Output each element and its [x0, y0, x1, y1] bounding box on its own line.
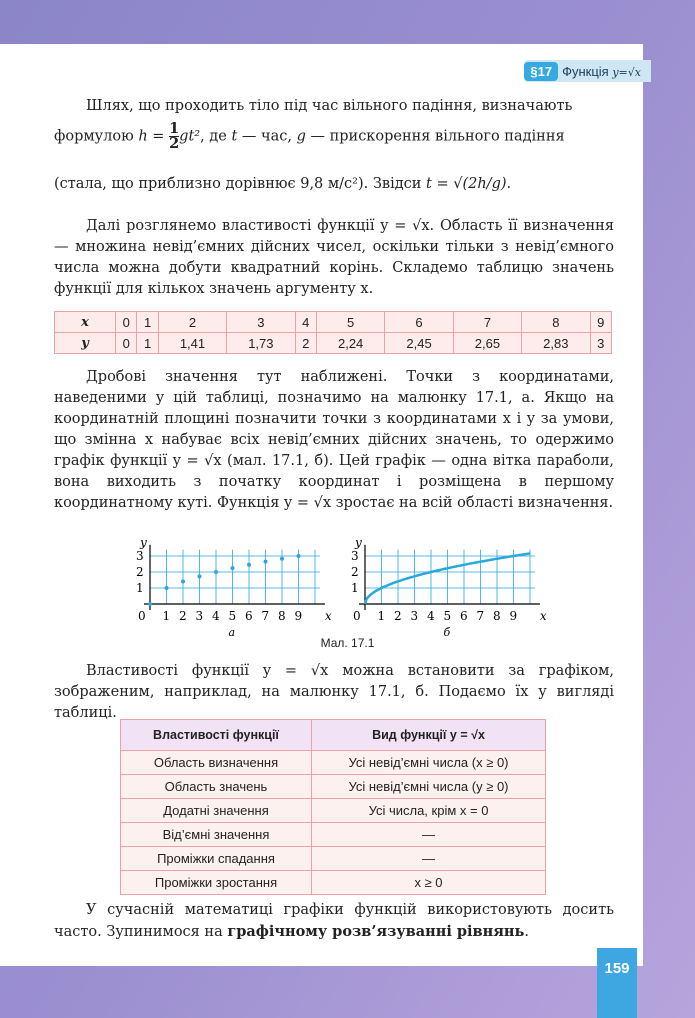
property-name: Проміжки спадання: [121, 847, 312, 871]
y-tick-label: 3: [136, 549, 144, 563]
value-table-cell: 0: [116, 333, 137, 354]
properties-row: [121, 823, 546, 847]
property-name: Область значень: [121, 775, 312, 799]
x-tick-label: 2: [179, 609, 187, 623]
data-point: [148, 602, 152, 606]
data-point: [181, 579, 185, 583]
properties-row: [121, 799, 546, 823]
paragraph-5: У сучасній математиці графіки функцій використовують досить часто. Зупинимося на графічному розв’язуванні рівнянь.: [54, 902, 614, 940]
x-tick-label: 1: [377, 609, 386, 623]
value-table-cell: 1: [137, 312, 158, 333]
property-value: Усі числа, крім x = 0: [312, 799, 546, 823]
data-point: [264, 560, 268, 564]
value-table-cell: 3: [227, 312, 295, 333]
value-table-cell: 2,24: [316, 333, 384, 354]
property-value: Усі невід’ємні числа (y ≥ 0): [312, 775, 546, 799]
value-table-cell: 2: [158, 312, 226, 333]
property-value: —: [312, 823, 546, 847]
property-name: Область визначення: [121, 751, 312, 775]
data-point: [280, 557, 284, 561]
value-table: [54, 311, 612, 354]
data-point: [247, 563, 251, 567]
y-tick-label: 3: [351, 549, 359, 563]
properties-row: [121, 871, 546, 895]
x-tick-label: 8: [493, 609, 501, 623]
properties-header-left: Властивості функції: [121, 720, 312, 751]
section-formula: y=√x: [612, 65, 641, 79]
x-tick-label: 7: [476, 609, 485, 623]
value-table-cell: 5: [316, 312, 384, 333]
x-tick-label: 5: [228, 609, 237, 623]
data-point: [297, 554, 301, 558]
y-axis-label: y: [140, 535, 147, 550]
properties-row: [121, 847, 546, 871]
paragraph-3: Дробові значення тут наближені. Точки з координатами, наведеними у цій таблиці, позначимо на малюнку 17.1, а. Якщо на координатній площині позначити точки з координатами x і y за умови, що змінна x набуває всіх невід’ємних дійсних значень, то одержимо графік функції y = √x (мал. 17.1, б). Цей графік — одна вітка параболи, вона виходить з початку координат і розміщена в першому координатному куті. Функція y = √x зростає на всій області визначення.: [54, 369, 614, 511]
paragraph-4: Властивості функції y = √x можна встановити за графіком, зображеним, наприклад, на малюнку 17.1, б. Подаємо їх у вигляді таблиці.: [54, 663, 614, 721]
x-tick-label: 7: [261, 609, 270, 623]
x-tick-label: 4: [212, 609, 220, 623]
x-tick-label: 1: [162, 609, 171, 623]
x-tick-label: 4: [427, 609, 435, 623]
value-table-cell: 3: [590, 333, 611, 354]
graph-label: б: [443, 626, 451, 638]
section-number: §17: [524, 62, 558, 81]
section-header: [524, 60, 651, 82]
value-table-cell: 7: [453, 312, 521, 333]
y-tick-label: 1: [351, 581, 359, 595]
graph-b: [337, 518, 552, 638]
x-tick-label: 6: [460, 609, 468, 623]
property-value: —: [312, 847, 546, 871]
properties-header-right: Вид функції y = √x: [312, 720, 546, 751]
properties-row: [121, 775, 546, 799]
data-point: [231, 566, 235, 570]
value-table-cell: 1,41: [158, 333, 226, 354]
value-table-cell: 0: [116, 312, 137, 333]
value-table-cell: 2,65: [453, 333, 521, 354]
property-value: Усі невід’ємні числа (x ≥ 0): [312, 751, 546, 775]
x-tick-label: 5: [443, 609, 452, 623]
paragraph-1-line-1: Шлях, що проходить тіло під час вільного падіння, визначають: [86, 98, 573, 114]
properties-header: [121, 720, 546, 751]
x-axis-label: x: [324, 609, 332, 623]
property-name: Від’ємні значення: [121, 823, 312, 847]
graph-label: а: [228, 626, 236, 638]
property-value: x ≥ 0: [312, 871, 546, 895]
y-tick-label: 2: [351, 565, 359, 579]
value-table-cell: 2,45: [385, 333, 453, 354]
page-number: 159: [597, 948, 637, 1018]
value-table-cell: 9: [590, 312, 611, 333]
value-table-cell: 1,73: [227, 333, 295, 354]
value-table-cell: 4: [295, 312, 316, 333]
data-point: [198, 574, 202, 578]
fraction: $\frac{1}{2}$: [169, 120, 180, 152]
y-axis-label: y: [355, 535, 362, 550]
y-tick-label: 2: [136, 565, 144, 579]
data-point: [214, 570, 218, 574]
properties-row: [121, 751, 546, 775]
origin-label: 0: [138, 609, 146, 623]
x-tick-label: 6: [245, 609, 253, 623]
value-table-cell: 6: [385, 312, 453, 333]
x-tick-label: 3: [195, 609, 204, 623]
value-table-cell: 2,83: [522, 333, 590, 354]
value-table-cell: 1: [137, 333, 158, 354]
graph-a: [122, 518, 332, 638]
paragraph-1-line-3: (стала, що приблизно дорівнює 9,8 м/с²). Звідси t = √(2h/g).: [54, 176, 512, 192]
y-tick-label: 1: [136, 581, 144, 595]
property-name: Додатні значення: [121, 799, 312, 823]
property-name: Проміжки зростання: [121, 871, 312, 895]
origin-label: 0: [353, 609, 361, 623]
x-tick-label: 2: [394, 609, 402, 623]
data-point: [165, 586, 169, 590]
x-tick-label: 3: [410, 609, 419, 623]
value-table-row-y: y 0 1 1,41 1,73 2 2,24 2,45 2,65 2,83 3: [55, 333, 612, 354]
x-axis-label: x: [539, 609, 547, 623]
paragraph-1-line-2: формулою h = $\frac{1}{2}$ gt², де t — час, g — прискорення вільного падіння: [54, 120, 565, 152]
paragraph-2: Далі розглянемо властивості функції y = √x. Область її визначення — множина невід’ємних дійсних чисел, оскільки тільки з невід’ємного числа можна добути квадратний корінь. Складемо таблицю значень функції для кількох значень аргументу x.: [54, 218, 614, 297]
properties-table: [120, 719, 546, 895]
x-tick-label: 9: [294, 609, 303, 623]
x-tick-label: 8: [278, 609, 286, 623]
value-table-cell: 2: [295, 333, 316, 354]
section-title: Функція: [562, 63, 609, 79]
x-tick-label: 9: [509, 609, 518, 623]
figure-caption: Мал. 17.1: [320, 636, 375, 650]
value-table-row-x: x 0 1 2 3 4 5 6 7 8 9: [55, 312, 612, 333]
value-table-cell: 8: [522, 312, 590, 333]
